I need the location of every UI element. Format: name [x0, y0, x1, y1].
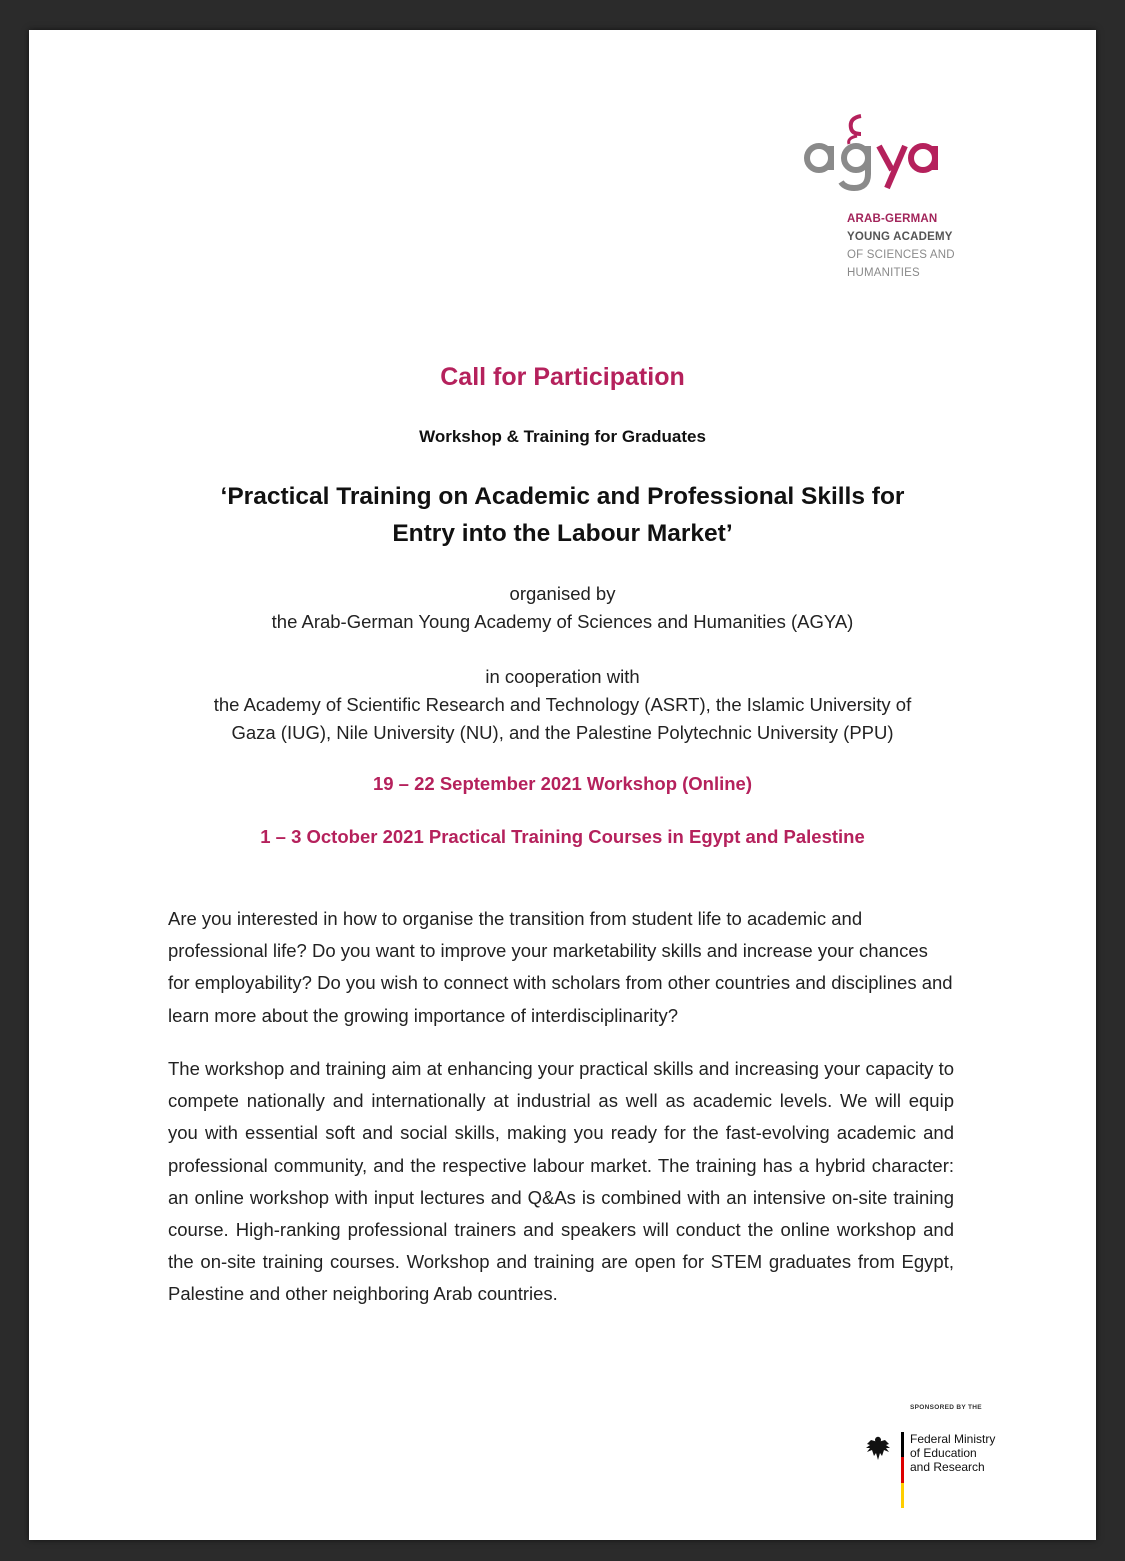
intro-paragraph: Are you interested in how to organise the transition from student life to academic and professional life? Do you want to improve your marketability skills and increase your chances for employability? Do you wish to connect with scholars from other countries and disciplines and learn more about the growing importance of interdisciplinarity? — [168, 908, 953, 1026]
ministry-name — [910, 1432, 995, 1474]
description-paragraph: The workshop and training aim at enhancing your practical skills and increasing your capacity to compete nationally and internationally at industrial as well as academic levels. We will equip you with essential soft and social skills, making you ready for the fast-evolving academic and professional community, and the respective labour market. The training has a hybrid character: an online workshop with input lectures and Q&As is combined with an intensive on-site training course. High-ranking professional trainers and speakers will conduct the online workshop and the on-site training courses. Workshop and training are open for STEM graduates from Egypt, Palestine and other neighboring Arab countries. — [168, 1058, 954, 1305]
ministry-line: Federal Ministry — [910, 1432, 996, 1446]
logo-line: YOUNG ACADEMY — [847, 231, 953, 243]
cooperation-block — [29, 663, 1096, 747]
document-page — [29, 30, 1096, 1540]
federal-eagle-icon — [865, 1434, 891, 1462]
ministry-line: and Research — [910, 1460, 985, 1474]
logo-line: OF SCIENCES AND — [847, 249, 955, 261]
event-title-line: ‘Practical Training on Academic and Professional Skills for — [220, 483, 905, 510]
logo-line: HUMANITIES — [847, 267, 920, 279]
organiser-label: organised by — [509, 583, 616, 604]
cooperation-partners-line: the Academy of Scientific Research and Technology (ASRT), the Islamic University of — [213, 694, 912, 715]
logo-line: ARAB-GERMAN — [847, 213, 938, 225]
call-title: Call for Participation — [440, 363, 685, 391]
agya-wordmark-icon — [799, 108, 959, 198]
sponsor-label: SPONSORED BY THE — [910, 1404, 982, 1411]
sponsor-block — [865, 1404, 1025, 1514]
organiser-name: the Arab-German Young Academy of Sciences and Humanities (AGYA) — [271, 611, 854, 632]
cooperation-partners-line: Gaza (IUG), Nile University (NU), and the Palestine Polytechnic University (PPU) — [231, 722, 894, 743]
event-subtitle: Workshop & Training for Graduates — [419, 427, 706, 446]
event-title-line: Entry into the Labour Market’ — [392, 520, 733, 547]
event-title — [29, 478, 1096, 552]
organiser-block — [29, 580, 1096, 636]
agya-logo — [799, 108, 979, 288]
german-flag-bar — [901, 1432, 904, 1508]
agya-logo-text — [847, 210, 997, 282]
workshop-date: 19 – 22 September 2021 Workshop (Online) — [372, 773, 753, 794]
ministry-line: of Education — [910, 1446, 977, 1460]
cooperation-label: in cooperation with — [485, 666, 640, 687]
training-date: 1 – 3 October 2021 Practical Training Courses in Egypt and Palestine — [260, 826, 865, 847]
